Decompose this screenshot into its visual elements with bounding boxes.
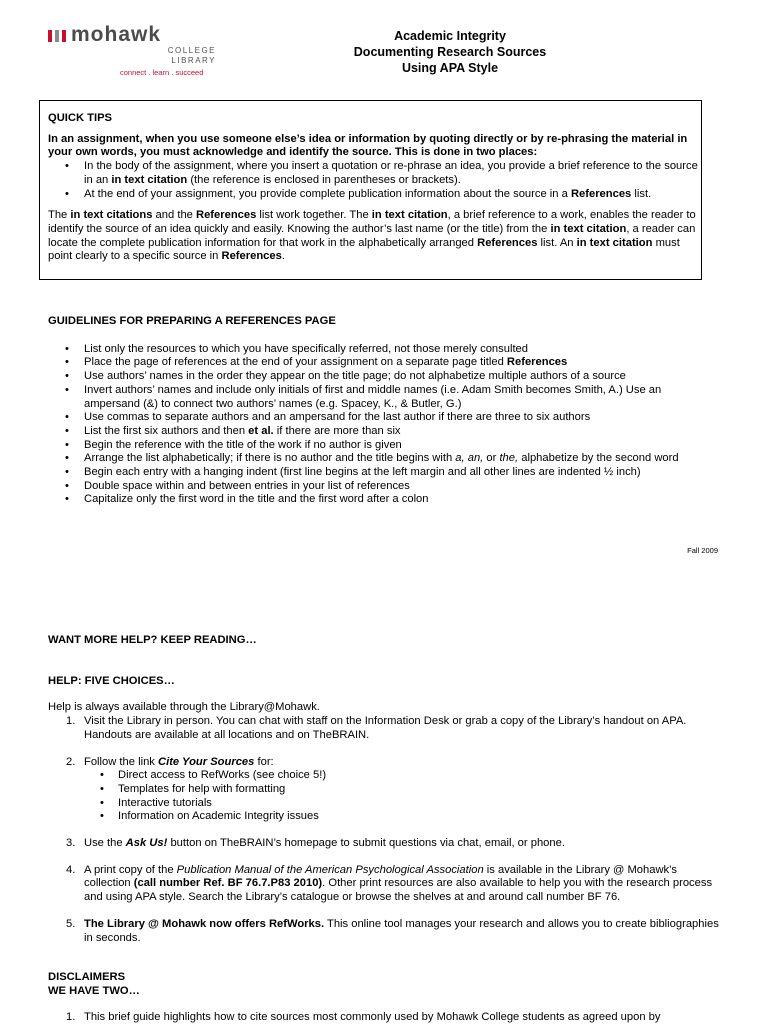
quick-tips-paragraph: The in text citations and the References list work together. The in text citation, a brief reference to a work, enables the reader to identify the source of an idea quickly and easily. Knowing the author’s last name (or the title) from the in text citation, a reader can locate the complete publication information for that work in the alphabetically arranged References list. An in text citation must point clearly to a specific source in References. [48,209,696,263]
disclaimer-item: 1. This brief guide highlights how to cite sources most commonly used by Mohawk College students as agreed upon by [66,1011,661,1024]
guidelines-list [48,343,708,507]
footer-date: Fall 2009 [687,546,718,555]
ask-us-button-label: Ask Us! [125,837,168,850]
mohawk-logo [48,23,228,82]
logo-bars-icon [48,30,66,42]
logo-tagline: connect . learn . succeed [120,68,204,77]
guideline-item: • Capitalize only the first word in the title and the first word after a colon [48,493,708,507]
guideline-item: • Invert authors’ names and include only initials of first and middle names (i.e. Adam Smith becomes Smith, A.) Use an ampersand (&) to connect two authors’ names (e.g. Spacey, K., & Butler, G.) [48,384,708,411]
help-choice: 4. A print copy of the Publication Manual of the American Psychological Association is available in the Library @ Mohawk’s collection (call number Ref. BF 76.7.P83 2010). Other print resources are also available to help you with the research process and using APA style. Search the Library’s catalogue or browse the shelves at and around call number BF 76. [66,863,713,904]
disclaimers-list [48,1011,720,1025]
cite-sources-sublist [48,769,720,824]
guideline-item: • List the first six authors and then et al. if there are more than six [48,425,708,439]
disclaimers-heading: DISCLAIMERS [48,971,126,983]
cite-sources-subitem: • Interactive tutorials [48,797,720,811]
five-choices-heading: HELP: FIVE CHOICES… [48,674,175,687]
more-help-section [48,634,720,945]
quick-tips-item: • In the body of the assignment, where you insert a quotation or re-phrase an idea, you provide a brief reference to the source in an in text citation (the reference is enclosed in parentheses or brackets). [48,160,698,187]
guideline-item: • Use authors’ names in the order they appear on the title page; do not alphabetize multiple authors of a source [48,370,708,384]
title-line-1: Academic Integrity [394,29,506,43]
quick-tips-item: • At the end of your assignment, you provide complete publication information about the source in a References list. [48,188,698,202]
help-choice: 3. Use the Ask Us! button on TheBRAIN’s homepage to submit questions via chat, email, or phone. [66,837,565,850]
help-choice: 1. Visit the Library in person. You can chat with staff on the Information Desk or grab a copy of the Library’s handout on APA. Handouts are available at all locations and on TheBRAIN. [66,715,687,741]
disclaimers-section [48,971,720,1025]
more-help-heading: WANT MORE HELP? KEEP READING… [48,634,257,646]
help-choices-list-cont [48,837,720,945]
quick-tips-intro: In an assignment, when you use someone else’s idea or information by quoting directly or by re-phrasing the material in your own words, you must acknowledge and identify the source. This is done in two places: [48,132,688,159]
cite-sources-subitem: • Templates for help with formatting [48,783,720,797]
help-intro: Help is always available through the Library@Mohawk. [48,701,320,714]
guideline-item: • Double space within and between entries in your list of references [48,480,708,494]
help-choices-list [48,715,720,769]
help-choice: 2. Follow the link Cite Your Sources for: [66,755,274,768]
guideline-item: • Begin each entry with a hanging indent (first line begins at the left margin and all other lines are indented ½ inch) [48,466,708,480]
guidelines-heading: GUIDELINES FOR PREPARING A REFERENCES PAGE [48,315,336,327]
quick-tips-list [48,160,698,201]
disclaimers-subheading: WE HAVE TWO… [48,984,140,997]
cite-sources-subitem: • Direct access to RefWorks (see choice 5!) [48,769,720,783]
title-line-3: Using APA Style [401,61,499,75]
logo-wordmark: mohawk [71,23,162,46]
guideline-item: • Arrange the list alphabetically; if there is no author and the title begins with a, an, or the, alphabetize by the second word [48,452,708,466]
guideline-item: • Begin the reference with the title of the work if no author is given [48,439,708,453]
document-title [330,28,570,76]
logo-library: LIBRARY [171,56,216,65]
guideline-item: • Use commas to separate authors and an ampersand for the last author if there are three to six authors [48,411,708,425]
guideline-item: • Place the page of references at the end of your assignment on a separate page titled References [48,356,708,370]
cite-your-sources-link[interactable]: Cite Your Sources [158,755,255,768]
logo-college: COLLEGE [167,46,216,55]
title-line-2: Documenting Research Sources [353,45,547,59]
quick-tips-content [48,112,698,264]
help-choice: 5. The Library @ Mohawk now offers RefWorks. This online tool manages your research and allows you to create bibliographies in seconds. [66,917,719,944]
quick-tips-heading: QUICK TIPS [48,112,113,124]
guideline-item: • List only the resources to which you have specifically referred, not those merely consulted [48,343,708,357]
cite-sources-subitem: • Information on Academic Integrity issues [48,810,720,824]
guidelines-section [48,315,708,507]
